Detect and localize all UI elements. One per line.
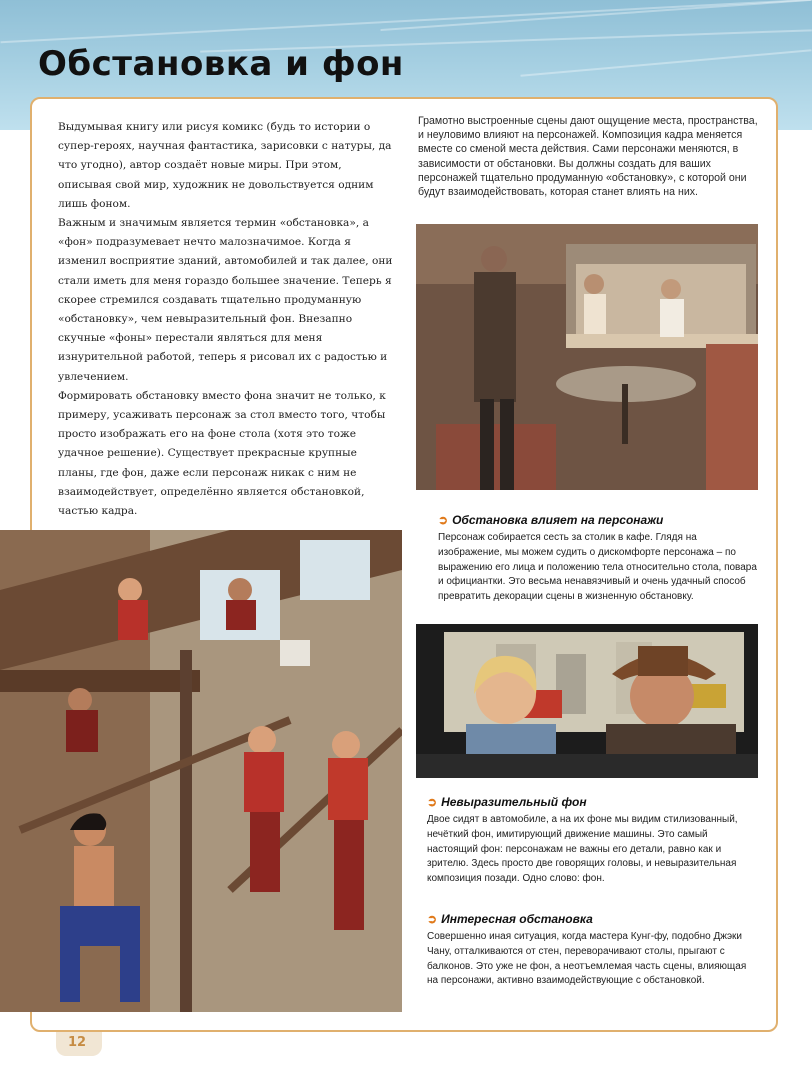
- intro-paragraph: Формировать обстановку вместо фона значит не только, к примеру, усаживать персонаж за стол вместо того, чтобы просто изображать его на фоне стола (хотя это тоже удачное решение). Существует прекрасные крупные планы, где фон, даже если персонаж никак с ним не взаимодействует, определённо является обстановкой, частью кадра.: [58, 389, 386, 518]
- car-scene-icon: [416, 624, 758, 778]
- caption-heading: [427, 912, 757, 926]
- caption-car: [427, 795, 757, 887]
- page-title: Обстановка и фон: [38, 44, 404, 84]
- caption-title: Обстановка влияет на персонажи: [452, 513, 664, 527]
- arrow-right-icon: ➲: [427, 795, 438, 809]
- caption-heading: [427, 795, 757, 809]
- cafe-illustration: [416, 224, 758, 490]
- caption-title: Интересная обстановка: [441, 912, 593, 926]
- kungfu-illustration: [0, 530, 402, 1012]
- intro-paragraph: Важным и значимым является термин «обстановка», а «фон» подразумевает нечто малозначимое. Когда я изменил восприятие зданий, автомобилей и так далее, они стали иметь для меня гораздо большее значение. Теперь я скорее стремился создавать тщательно продуманную «обстановку», чем невыразительный фон. Внезапно скучные «фоны» перестали являться для меня изнурительной работой, теперь я рисовал их с радостью и увлечением.: [58, 217, 393, 383]
- intro-paragraph: Выдумывая книгу или рисуя комикс (будь то истории о супер-героях, научная фантастика, зарисовки с натуры, да что угодно), автор создаёт новые миры. При этом, описывая свой мир, художник не довольствуется одним лишь фоном.: [58, 121, 392, 210]
- car-illustration: [416, 624, 758, 778]
- caption-heading: [438, 513, 758, 527]
- page-number: 12: [68, 1035, 87, 1050]
- right-intro-text: Грамотно выстроенные сцены дают ощущение места, пространства, и неуловимо влияют на персонажей. Композиция кадра меняется вместе со сменой места действия. Сами персонажи меняются, в зависимости от обстановки. Вы должны создать для ваших персонажей тщательно продуманную «обстановку», с которой они будут взаимодействовать, которая станет влиять на них.: [418, 115, 758, 199]
- intro-text: [58, 118, 398, 521]
- caption-kungfu: [427, 912, 757, 989]
- kungfu-scene-icon: [0, 530, 402, 1012]
- caption-text: Двое сидят в автомобиле, а на их фоне мы видим стилизованный, нечёткий фон, имитирующий движение машины. Это самый настоящий фон: персонажам не важны его детали, равно как и зрителю. Здесь просто две говорящих головы, и невыразительная композиция позади. Одно слово: фон.: [427, 814, 738, 885]
- caption-text: Персонаж собирается сесть за столик в кафе. Глядя на изображение, мы можем судить о дискомфорте персонажа – по выражению его лица и положению тела относительно стола, повара и официантки. Это весьма ненавязчивый и очень удачный способ превратить декорации сцены в жизненную обстановку.: [438, 532, 757, 603]
- arrow-right-icon: ➲: [427, 912, 438, 926]
- caption-text: Совершенно иная ситуация, когда мастера Кунг-фу, подобно Джэки Чану, отталкиваются от стен, переворачивают столы, прыгают с балконов. Это уже не фон, а неотъемлемая часть сцены, влияющая на персонажи, активно взаимодействующие с обстановкой.: [427, 931, 747, 987]
- cafe-scene-icon: [416, 224, 758, 490]
- caption-title: Невыразительный фон: [441, 795, 587, 809]
- arrow-right-icon: ➲: [438, 513, 449, 527]
- caption-cafe: [438, 513, 758, 605]
